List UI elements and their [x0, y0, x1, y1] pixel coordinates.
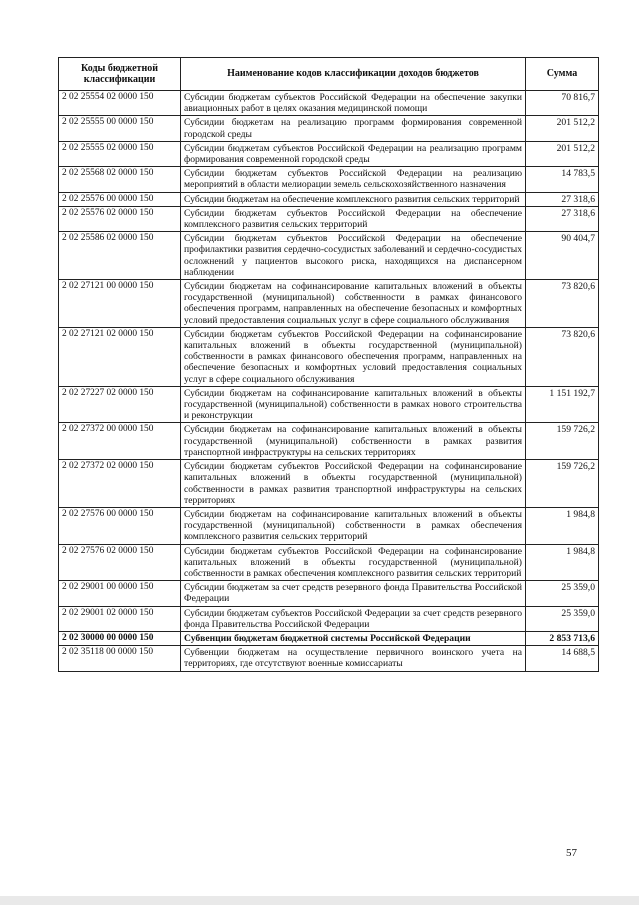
name-cell: Субсидии бюджетам субъектов Российской Федерации на софинансирование капитальных вложений в объекты государственной (муниципальной) собственности в рамках обеспечения комплексного развития сельских территорий — [181, 544, 526, 581]
code-cell: 2 02 25576 02 0000 150 — [59, 206, 181, 231]
table-row — [59, 631, 599, 645]
name-cell: Субвенции бюджетам на осуществление первичного воинского учета на территориях, где отсутствуют военные комиссариаты — [181, 646, 526, 671]
sum-cell: 27 318,6 — [526, 192, 599, 206]
table-row — [59, 460, 599, 508]
table-body — [59, 91, 599, 672]
name-cell: Субсидии бюджетам на софинансирование капитальных вложений в объекты государственной (муниципальной) собственности в рамках обеспечения комплексного развития сельских территорий — [181, 507, 526, 544]
sum-cell: 73 820,6 — [526, 280, 599, 328]
name-cell: Субвенции бюджетам бюджетной системы Российской Федерации — [181, 631, 526, 645]
name-cell: Субсидии бюджетам на софинансирование капитальных вложений в объекты государственной (муниципальной) собственности в рамках финансового обеспечения программ, направленных на обеспечение безопасных и комфортных условий предоставления социальных услуг в сфере социального обслуживания — [181, 280, 526, 328]
page-number: 57 — [566, 847, 577, 859]
sum-cell: 25 359,0 — [526, 581, 599, 606]
code-cell: 2 02 27121 00 0000 150 — [59, 280, 181, 328]
name-cell: Субсидии бюджетам на софинансирование капитальных вложений в объекты государственной (муниципальной) собственности в рамках нового строительства и реконструкции — [181, 386, 526, 423]
table-row — [59, 167, 599, 192]
name-cell: Субсидии бюджетам субъектов Российской Федерации на реализацию программ формирования современной городской среды — [181, 141, 526, 166]
code-cell: 2 02 30000 00 0000 150 — [59, 631, 181, 645]
name-cell: Субсидии бюджетам за счет средств резервного фонда Правительства Российской Федерации — [181, 581, 526, 606]
sum-cell: 27 318,6 — [526, 206, 599, 231]
sum-cell: 25 359,0 — [526, 606, 599, 631]
sum-cell: 1 984,8 — [526, 544, 599, 581]
table-row — [59, 327, 599, 386]
code-cell: 2 02 25576 00 0000 150 — [59, 192, 181, 206]
code-cell: 2 02 29001 00 0000 150 — [59, 581, 181, 606]
table-row — [59, 581, 599, 606]
code-cell: 2 02 25554 02 0000 150 — [59, 91, 181, 116]
sum-cell: 14 783,5 — [526, 167, 599, 192]
code-cell: 2 02 25568 02 0000 150 — [59, 167, 181, 192]
sum-cell: 201 512,2 — [526, 141, 599, 166]
table-row — [59, 192, 599, 206]
budget-table — [58, 57, 599, 672]
table-row — [59, 606, 599, 631]
name-cell: Субсидии бюджетам на реализацию программ формирования современной городской среды — [181, 116, 526, 141]
table-row — [59, 423, 599, 460]
code-cell: 2 02 27372 00 0000 150 — [59, 423, 181, 460]
code-cell: 2 02 25555 00 0000 150 — [59, 116, 181, 141]
name-cell: Субсидии бюджетам субъектов Российской Федерации на обеспечение профилактики развития сердечно-сосудистых заболеваний и сердечно-сосудистых осложнений у пациентов высокого риска, находящихся на диспансерном наблюдении — [181, 232, 526, 280]
sum-cell: 2 853 713,6 — [526, 631, 599, 645]
table-row — [59, 280, 599, 328]
sum-cell: 1 984,8 — [526, 507, 599, 544]
sum-cell: 201 512,2 — [526, 116, 599, 141]
table-row — [59, 544, 599, 581]
code-cell: 2 02 35118 00 0000 150 — [59, 646, 181, 671]
sum-cell: 70 816,7 — [526, 91, 599, 116]
name-cell: Субсидии бюджетам субъектов Российской Федерации на обеспечение комплексного развития сельских территорий — [181, 206, 526, 231]
header-code: Коды бюджетной классификации — [59, 58, 181, 91]
code-cell: 2 02 29001 02 0000 150 — [59, 606, 181, 631]
table-header-row — [59, 58, 599, 91]
header-sum: Сумма — [526, 58, 599, 91]
code-cell: 2 02 27576 00 0000 150 — [59, 507, 181, 544]
table-row — [59, 91, 599, 116]
sum-cell: 1 151 192,7 — [526, 386, 599, 423]
table-row — [59, 232, 599, 280]
table-row — [59, 646, 599, 671]
table-row — [59, 386, 599, 423]
code-cell: 2 02 27227 02 0000 150 — [59, 386, 181, 423]
name-cell: Субсидии бюджетам на обеспечение комплексного развития сельских территорий — [181, 192, 526, 206]
name-cell: Субсидии бюджетам субъектов Российской Федерации на софинансирование капитальных вложений в объекты государственной (муниципальной) собственности в рамках финансового обеспечения программ, направленных на обеспечение безопасных и комфортных условий предоставления социальных услуг в сфере социального обслуживания — [181, 327, 526, 386]
code-cell: 2 02 27576 02 0000 150 — [59, 544, 181, 581]
table-row — [59, 507, 599, 544]
name-cell: Субсидии бюджетам субъектов Российской Федерации на обеспечение закупки авиационных работ в целях оказания медицинской помощи — [181, 91, 526, 116]
table-row — [59, 141, 599, 166]
scan-bottom-edge — [0, 896, 639, 905]
sum-cell: 14 688,5 — [526, 646, 599, 671]
sum-cell: 73 820,6 — [526, 327, 599, 386]
sum-cell: 159 726,2 — [526, 423, 599, 460]
sum-cell: 159 726,2 — [526, 460, 599, 508]
code-cell: 2 02 25586 02 0000 150 — [59, 232, 181, 280]
name-cell: Субсидии бюджетам субъектов Российской Федерации за счет средств резервного фонда Правительства Российской Федерации — [181, 606, 526, 631]
name-cell: Субсидии бюджетам субъектов Российской Федерации на софинансирование капитальных вложений в объекты государственной (муниципальной) собственности в рамках развития транспортной инфраструктуры на сельских территориях — [181, 460, 526, 508]
name-cell: Субсидии бюджетам субъектов Российской Федерации на реализацию мероприятий в области мелиорации земель сельскохозяйственного назначения — [181, 167, 526, 192]
code-cell: 2 02 27121 02 0000 150 — [59, 327, 181, 386]
code-cell: 2 02 27372 02 0000 150 — [59, 460, 181, 508]
table-row — [59, 116, 599, 141]
table-row — [59, 206, 599, 231]
sum-cell: 90 404,7 — [526, 232, 599, 280]
code-cell: 2 02 25555 02 0000 150 — [59, 141, 181, 166]
header-name: Наименование кодов классификации доходов бюджетов — [181, 58, 526, 91]
name-cell: Субсидии бюджетам на софинансирование капитальных вложений в объекты государственной (муниципальной) собственности в рамках развития транспортной инфраструктуры на сельских территориях — [181, 423, 526, 460]
